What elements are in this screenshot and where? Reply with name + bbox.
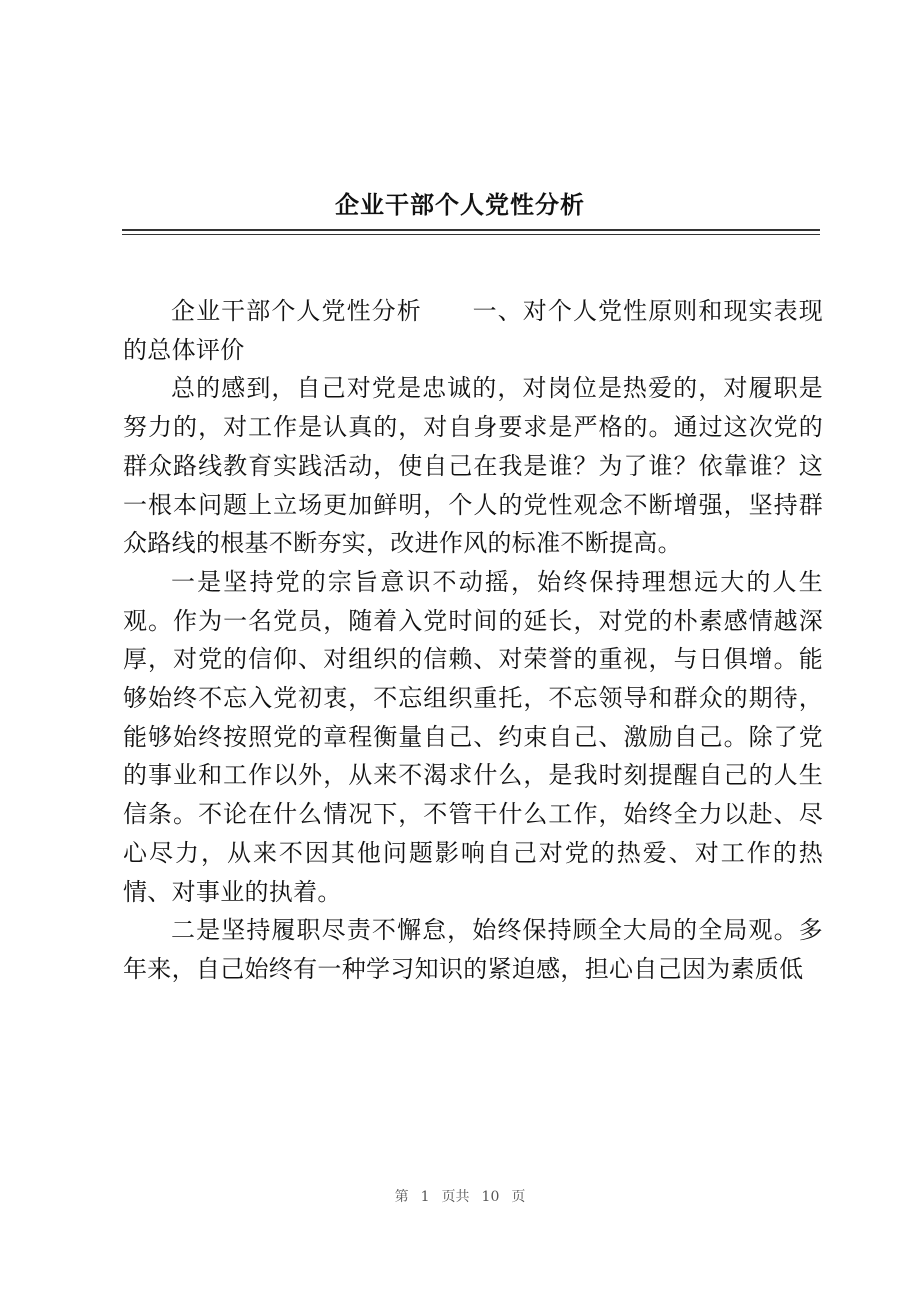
body-paragraph-2: 一是坚持党的宗旨意识不动摇，始终保持理想远大的人生观。作为一名党员，随着入党时间的延长，对党的朴素感情越深厚，对党的信仰、对组织的信赖、对荣誉的重视，与日俱增。能够始终不忘入党初衷，不忘组织重托，不忘领导和群众的期待，能够始终按照党的章程衡量自己、约束自己、激励自己。除了党的事业和工作以外，从来不渴求什么，是我时刻提醒自己的人生信条。不论在什么情况下，不管干什么工作，始终全力以赴、尽心尽力，从来不因其他问题影响自己对党的热爱、对工作的热情、对事业的执着。 xyxy=(123,567,823,906)
footer-middle: 页共 xyxy=(441,1189,470,1205)
title-underline-thin xyxy=(122,234,820,235)
current-page-number: 1 xyxy=(420,1189,430,1205)
intro-lead: 企业干部个人党性分析 xyxy=(171,297,422,325)
page-number-footer xyxy=(0,1187,920,1207)
footer-suffix: 页 xyxy=(511,1189,526,1205)
document-title: 企业干部个人党性分析 xyxy=(335,190,585,219)
title-underline-thick xyxy=(122,229,820,231)
total-page-count: 10 xyxy=(481,1189,500,1205)
footer-prefix: 第 xyxy=(394,1189,409,1205)
intro-paragraph xyxy=(123,292,823,369)
section-heading: 一、对个人党性原则和现实表现的总体评价 xyxy=(123,297,824,364)
body-paragraph-3: 二是坚持履职尽责不懈怠，始终保持顾全大局的全局观。多年来，自己始终有一种学习知识的紧迫感，担心自己因为素质低 xyxy=(123,916,823,983)
document-body xyxy=(123,292,823,989)
body-paragraph-1: 总的感到，自己对党是忠诚的，对岗位是热爱的，对履职是努力的，对工作是认真的，对自身要求是严格的。通过这次党的群众路线教育实践活动，使自己在我是谁？为了谁？依靠谁？这一根本问题上立场更加鲜明，个人的党性观念不断增强，坚持群众路线的根基不断夯实，改进作风的标准不断提高。 xyxy=(123,374,823,558)
